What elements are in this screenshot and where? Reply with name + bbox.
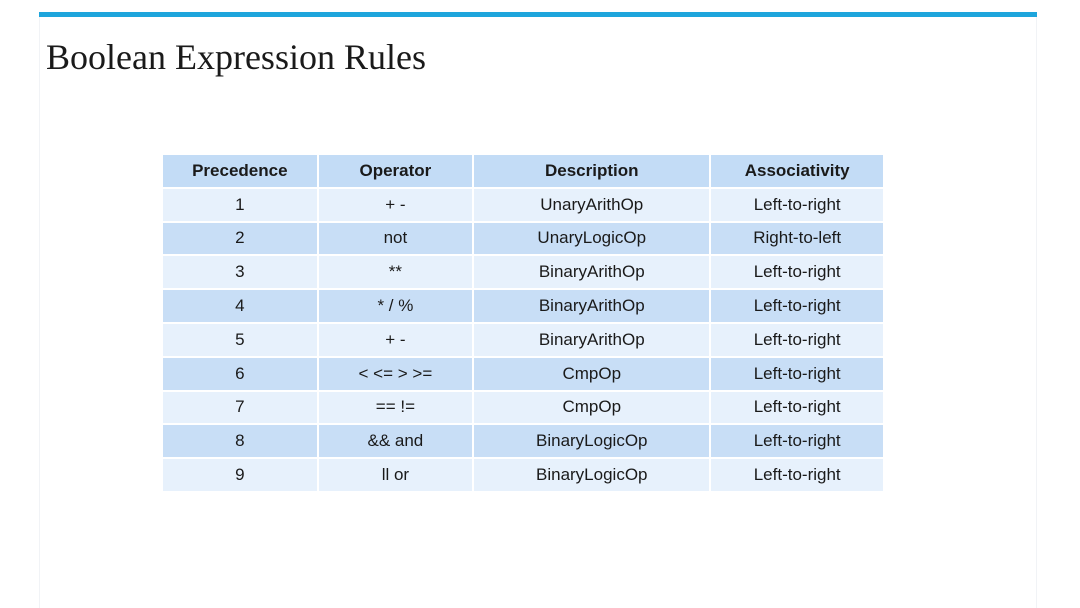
cell-precedence: 7 xyxy=(163,392,317,424)
cell-precedence: 3 xyxy=(163,256,317,288)
cell-operator: == != xyxy=(319,392,473,424)
cell-description: BinaryArithOp xyxy=(474,256,709,288)
cell-description: BinaryArithOp xyxy=(474,324,709,356)
cell-precedence: 6 xyxy=(163,358,317,390)
cell-associativity: Left-to-right xyxy=(711,392,883,424)
cell-operator: < <= > >= xyxy=(319,358,473,390)
cell-precedence: 5 xyxy=(163,324,317,356)
cell-associativity: Left-to-right xyxy=(711,189,883,221)
cell-precedence: 8 xyxy=(163,425,317,457)
cell-associativity: Left-to-right xyxy=(711,459,883,491)
header-operator: Operator xyxy=(319,155,473,187)
cell-associativity: Left-to-right xyxy=(711,256,883,288)
cell-operator: ll or xyxy=(319,459,473,491)
precedence-table xyxy=(161,153,885,493)
table-row xyxy=(163,459,883,491)
header-precedence: Precedence xyxy=(163,155,317,187)
table-row xyxy=(163,425,883,457)
cell-description: BinaryLogicOp xyxy=(474,459,709,491)
cell-operator: ** xyxy=(319,256,473,288)
table-row xyxy=(163,392,883,424)
cell-precedence: 2 xyxy=(163,223,317,255)
cell-operator: + - xyxy=(319,324,473,356)
cell-description: BinaryLogicOp xyxy=(474,425,709,457)
table-row xyxy=(163,256,883,288)
cell-associativity: Left-to-right xyxy=(711,358,883,390)
cell-precedence: 1 xyxy=(163,189,317,221)
header-description: Description xyxy=(474,155,709,187)
table-row xyxy=(163,189,883,221)
cell-description: UnaryArithOp xyxy=(474,189,709,221)
cell-operator: * / % xyxy=(319,290,473,322)
slide-title: Boolean Expression Rules xyxy=(46,37,426,77)
cell-operator: + - xyxy=(319,189,473,221)
cell-associativity: Left-to-right xyxy=(711,290,883,322)
cell-associativity: Right-to-left xyxy=(711,223,883,255)
header-associativity: Associativity xyxy=(711,155,883,187)
cell-associativity: Left-to-right xyxy=(711,425,883,457)
table-header-row xyxy=(163,155,883,187)
table-row xyxy=(163,358,883,390)
cell-precedence: 9 xyxy=(163,459,317,491)
cell-operator: && and xyxy=(319,425,473,457)
cell-description: CmpOp xyxy=(474,392,709,424)
cell-description: CmpOp xyxy=(474,358,709,390)
table-row xyxy=(163,223,883,255)
table-row xyxy=(163,324,883,356)
table-row xyxy=(163,290,883,322)
cell-precedence: 4 xyxy=(163,290,317,322)
cell-associativity: Left-to-right xyxy=(711,324,883,356)
cell-operator: not xyxy=(319,223,473,255)
cell-description: UnaryLogicOp xyxy=(474,223,709,255)
cell-description: BinaryArithOp xyxy=(474,290,709,322)
